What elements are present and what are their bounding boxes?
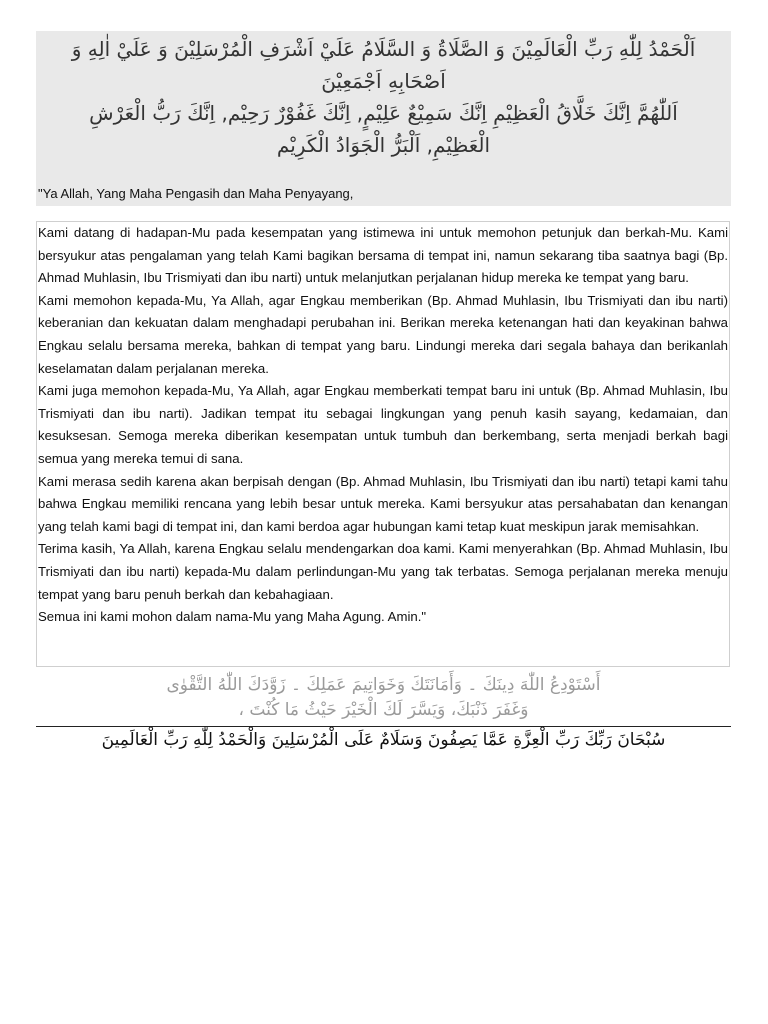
prayer-paragraph: Kami merasa sedih karena akan berpisah dengan (Bp. Ahmad Muhlasin, Ibu Trismiyati dan ibu narti) tetapi kami tahu bahwa Engkau memiliki rencana yang lebih besar untuk mereka. Kami bersyukur atas persahabatan dan kenangan yang telah kami bagi di tempat ini, dan kami berdoa agar hubungan kami tetap kuat meskipun jarak memisahkan. — [38, 473, 728, 534]
arabic-opening-line: اَلْحَمْدُ لِلّٰهِ رَبِّ الْعَالَمِيْنَ وَ الصَّلَاةُ وَ السَّلَامُ عَلَيْ اَشْرَفِ الْمُرْسَلِيْنَ وَ عَلَيْ اٰلِهِ وَ — [71, 37, 696, 61]
prayer-paragraph: Kami memohon kepada-Mu, Ya Allah, agar Engkau memberikan (Bp. Ahmad Muhlasin, Ibu Trismiyati dan ibu narti) keberanian dan kekuatan dalam menghadapi perubahan ini. Berikan mereka ketenangan hati dan keyakinan bahwa Engkau selalu bersama mereka, bahkan di tempat yang baru. Lindungi mereka dari segala bahaya dan berikanlah keselamatan dalam perjalanan mereka. — [38, 292, 728, 376]
arabic-farewell-text — [36, 673, 731, 723]
arabic-opening-line: الْعَظِيْمِ, اَلْبَرُّ الْجَوَادُ الْكَرِيْم — [276, 133, 491, 157]
prayer-paragraph: Kami juga memohon kepada-Mu, Ya Allah, agar Engkau memberkati tempat baru ini untuk (Bp. Ahmad Muhlasin, Ibu Trismiyati dan ibu narti). Jadikan tempat itu sebagai lingkungan yang penuh kasih sayang, kedamaian, dan kesuksesan. Semoga mereka diberikan kesempatan untuk tumbuh dan berkembang, serta menjadi berkah bagi semua yang mereka temui di sana. — [38, 383, 728, 466]
arabic-opening-line: اَللّٰهُمَّ اِنَّكَ خَلَّاقُ الْعَظِيْمِ اِنَّكَ سَمِيْعٌ عَلِيْمٍ, اِنَّكَ غَفُوْرٌ رَحِيْم, اِنَّكَ رَبُّ الْعَرْشِ — [89, 101, 678, 125]
prayer-paragraph: Terima kasih, Ya Allah, karena Engkau selalu mendengarkan doa kami. Kami menyerahkan (Bp. Ahmad Muhlasin, Ibu Trismiyati dan ibu narti) kepada-Mu dalam perlindungan-Mu yang tak terbatas. Semoga perjalanan mereka menuju tempat yang baru penuh berkah dan kebahagiaan. — [38, 541, 728, 602]
arabic-farewell-line: أَسْتَوْدِعُ اللّٰهَ دِينَكَ ۔ وَأَمَانَتَكَ وَخَوَاتِيمَ عَمَلِكَ ۔ زَوَّدَكَ اللّٰهُ التَّقْوٰى — [166, 675, 601, 695]
arabic-opening-line: اَصْحَابِهِ اَجْمَعِيْنَ — [321, 69, 446, 93]
prayer-body — [36, 221, 730, 667]
arabic-opening-text — [36, 31, 731, 161]
prayer-paragraph: Semua ini kami mohon dalam nama-Mu yang Maha Agung. Amin." — [38, 609, 427, 625]
opening-header-block — [36, 31, 731, 206]
prayer-paragraph: Kami datang di hadapan-Mu pada kesempatan yang istimewa ini untuk memohon petunjuk dan berkah-Mu. Kami bersyukur atas pengalaman yang telah Kami bagikan bersama di tempat ini, namun sekarang tiba saatnya bagi (Bp. Ahmad Muhlasin, Ibu Trismiyati dan ibu narti) untuk melanjutkan perjalanan hidup mereka ke tempat yang baru. — [38, 225, 728, 286]
arabic-closing-line: سُبْحَانَ رَبِّكَ رَبِّ الْعِزَّةِ عَمَّا يَصِفُونَ وَسَلَامٌ عَلَى الْمُرْسَلِينَ وَالْحَمْدُ لِلّٰهِ رَبِّ الْعَالَمِينَ — [101, 730, 666, 750]
salutation-line: "Ya Allah, Yang Maha Pengasih dan Maha Penyayang, — [38, 186, 354, 201]
arabic-farewell-line: وَغَفَرَ ذَنْبَكَ، وَيَسَّرَ لَكَ الْخَيْرَ حَيْثُ مَا كُنْتَ ، — [238, 700, 529, 720]
